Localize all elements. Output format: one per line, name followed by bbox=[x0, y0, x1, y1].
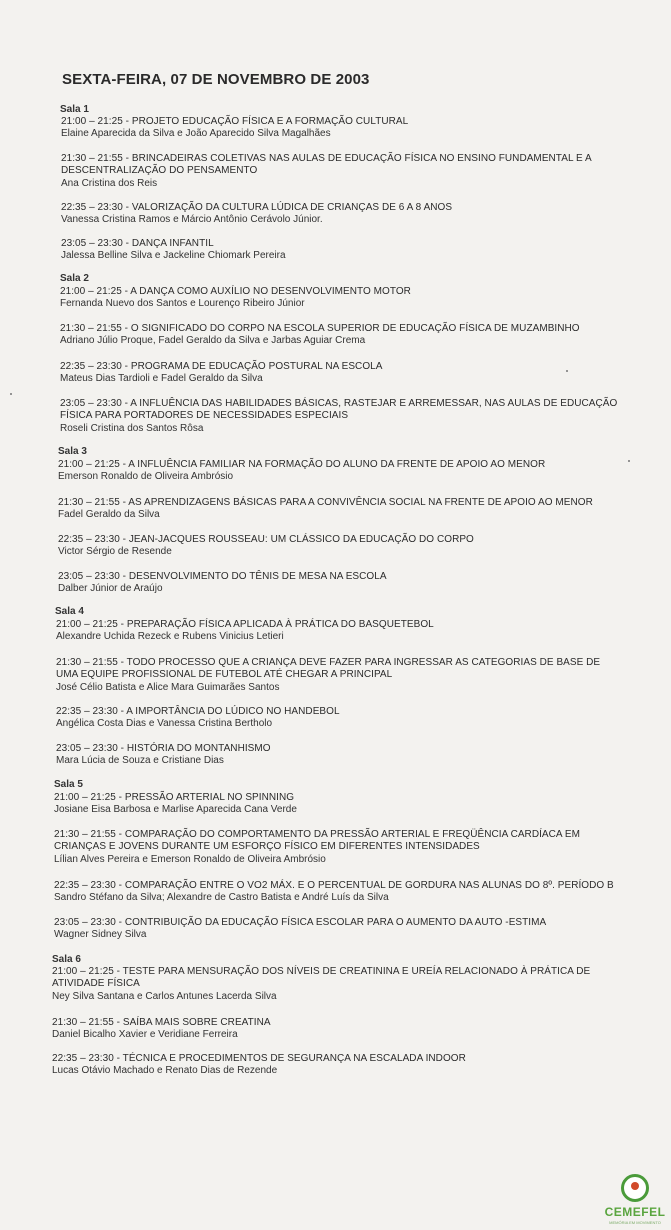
talk-title-line: FÍSICA PARA PORTADORES DE NECESSIDADES ESPECIAIS bbox=[60, 410, 349, 422]
talk-title-line: 21:00 – 21:25 - TESTE PARA MENSURAÇÃO DOS NÍVEIS DE CREATININA E UREÍA RELACIONADO À PRÁTICA DE bbox=[52, 966, 591, 977]
talk-title-line: 22:35 – 23:30 - PROGRAMA DE EDUCAÇÃO POSTURAL NA ESCOLA bbox=[60, 361, 383, 372]
talk-title-line: 23:05 – 23:30 - HISTÓRIA DO MONTANHISMO bbox=[56, 743, 271, 754]
talk-authors: Lílian Alves Pereira e Emerson Ronaldo de Oliveira Ambrósio bbox=[54, 853, 326, 865]
talk-authors: Mara Lúcia de Souza e Cristiane Dias bbox=[56, 755, 224, 767]
talk-authors: Ana Cristina dos Reis bbox=[61, 177, 158, 189]
talk-entry bbox=[52, 966, 590, 1003]
talk-entry bbox=[54, 792, 297, 817]
talk-title-line: UMA EQUIPE PROFISSIONAL DE FUTEBOL ATÉ CHEGAR A PRINCIPAL bbox=[56, 669, 393, 681]
room-label: Sala 5 bbox=[54, 779, 83, 790]
talk-authors: Fernanda Nuevo dos Santos e Lourenço Ribeiro Júnior bbox=[60, 298, 305, 310]
talk-authors: Mateus Dias Tardioli e Fadel Geraldo da Silva bbox=[60, 373, 263, 385]
talk-title-line: 22:35 – 23:30 - A IMPORTÂNCIA DO LÚDICO NO HANDEBOL bbox=[56, 706, 340, 717]
talk-authors: Elaine Aparecida da Silva e João Aparecido Silva Magalhães bbox=[61, 128, 331, 140]
talk-title-line: 21:30 – 21:55 - BRINCADEIRAS COLETIVAS NAS AULAS DE EDUCAÇÃO FÍSICA NO ENSINO FUNDAMENTAL E A bbox=[61, 153, 592, 164]
talk-entry bbox=[56, 619, 434, 644]
talk-title-line: DESCENTRALIZAÇÃO DO PENSAMENTO bbox=[61, 165, 258, 177]
talk-title-line: 21:30 – 21:55 - COMPARAÇÃO DO COMPORTAMENTO DA PRESSÃO ARTERIAL E FREQÜÊNCIA CARDÍACA EM bbox=[54, 829, 581, 840]
talk-entry bbox=[56, 743, 271, 768]
room-label: Sala 2 bbox=[60, 273, 89, 284]
talk-entry bbox=[56, 706, 340, 731]
talk-authors: Lucas Otávio Machado e Renato Dias de Rezende bbox=[52, 1065, 278, 1077]
talk-authors: Wagner Sidney Silva bbox=[54, 929, 147, 941]
talk-title-line: 22:35 – 23:30 - COMPARAÇÃO ENTRE O VO2 MÁX. E O PERCENTUAL DE GORDURA NAS ALUNAS DO 8º. PERÍODO B bbox=[54, 880, 614, 891]
talk-entry bbox=[58, 534, 474, 559]
talk-entry bbox=[54, 917, 546, 942]
talk-title-line: 23:05 – 23:30 - DANÇA INFANTIL bbox=[61, 238, 214, 249]
talk-authors: Vanessa Cristina Ramos e Márcio Antônio Cerávolo Júnior. bbox=[61, 214, 323, 226]
talk-authors: Adriano Júlio Proque, Fadel Geraldo da Silva e Jarbas Aguiar Crema bbox=[60, 335, 366, 347]
talk-title-line: 21:00 – 21:25 - A INFLUÊNCIA FAMILIAR NA FORMAÇÃO DO ALUNO DA FRENTE DE APOIO AO MENOR bbox=[58, 459, 546, 470]
talk-authors: Sandro Stéfano da Silva; Alexandre de Castro Batista e André Luís da Silva bbox=[54, 892, 389, 904]
talk-title-line: 23:05 – 23:30 - CONTRIBUIÇÃO DA EDUCAÇÃO FÍSICA ESCOLAR PARA O AUMENTO DA AUTO -ESTIMA bbox=[54, 917, 547, 928]
room-label: Sala 6 bbox=[52, 954, 81, 965]
talk-title-line: 23:05 – 23:30 - A INFLUÊNCIA DAS HABILIDADES BÁSICAS, RASTEJAR E ARREMESSAR, NAS AULAS DE EDUCAÇÃO bbox=[60, 398, 618, 409]
talk-entry bbox=[58, 497, 593, 522]
room-label: Sala 3 bbox=[58, 446, 87, 457]
talk-title-line: 21:00 – 21:25 - A DANÇA COMO AUXÍLIO NO DESENVOLVIMENTO MOTOR bbox=[60, 286, 411, 297]
talk-title-line: 21:30 – 21:55 - O SIGNIFICADO DO CORPO NA ESCOLA SUPERIOR DE EDUCAÇÃO FÍSICA DE MUZAMBINHO bbox=[60, 323, 580, 334]
cemefel-logo bbox=[604, 1174, 666, 1226]
talk-title-line: 22:35 – 23:30 - TÉCNICA E PROCEDIMENTOS DE SEGURANÇA NA ESCALADA INDOOR bbox=[52, 1053, 466, 1064]
talk-entry bbox=[60, 286, 411, 311]
talk-authors: Jalessa Belline Silva e Jackeline Chiomark Pereira bbox=[61, 250, 286, 262]
talk-authors: Daniel Bicalho Xavier e Veridiane Ferreira bbox=[52, 1029, 238, 1041]
talk-title-line: 21:30 – 21:55 - AS APRENDIZAGENS BÁSICAS PARA A CONVIVÊNCIA SOCIAL NA FRENTE DE APOIO AO MENOR bbox=[58, 497, 593, 508]
scan-speck bbox=[10, 393, 12, 395]
talk-title-line: 22:35 – 23:30 - JEAN-JACQUES ROUSSEAU: UM CLÁSSICO DA EDUCAÇÃO DO CORPO bbox=[58, 534, 474, 545]
talk-title-line: 21:30 – 21:55 - SAÍBA MAIS SOBRE CREATINA bbox=[52, 1017, 271, 1028]
talk-title-line: 21:00 – 21:25 - PREPARAÇÃO FÍSICA APLICADA À PRÁTICA DO BASQUETEBOL bbox=[56, 619, 434, 630]
talk-title-line: 23:05 – 23:30 - DESENVOLVIMENTO DO TÊNIS DE MESA NA ESCOLA bbox=[58, 571, 387, 582]
talk-authors: Josiane Eisa Barbosa e Marlise Aparecida Cana Verde bbox=[54, 804, 297, 816]
talk-entry bbox=[60, 361, 383, 386]
talk-authors: Ney Silva Santana e Carlos Antunes Lacerda Silva bbox=[52, 990, 277, 1002]
talk-title-line: 22:35 – 23:30 - VALORIZAÇÃO DA CULTURA LÚDICA DE CRIANÇAS DE 6 A 8 ANOS bbox=[61, 202, 453, 213]
talk-authors: Emerson Ronaldo de Oliveira Ambrósio bbox=[58, 471, 234, 483]
talk-entry bbox=[54, 880, 614, 905]
talk-authors: Roseli Cristina dos Santos Rôsa bbox=[60, 422, 204, 434]
talk-entry bbox=[61, 202, 452, 227]
talk-entry bbox=[61, 153, 592, 190]
talk-title-line: 21:00 – 21:25 - PROJETO EDUCAÇÃO FÍSICA E A FORMAÇÃO CULTURAL bbox=[61, 116, 409, 127]
talk-authors: Fadel Geraldo da Silva bbox=[58, 509, 160, 521]
talk-entry bbox=[60, 323, 580, 348]
page-title: SEXTA-FEIRA, 07 DE NOVEMBRO DE 2003 bbox=[62, 71, 370, 88]
logo-name: CEMEFEL bbox=[604, 1205, 666, 1219]
talk-entry bbox=[56, 657, 600, 694]
talk-authors: José Célio Batista e Alice Mara Guimarães Santos bbox=[56, 681, 280, 693]
talk-entry bbox=[58, 571, 387, 596]
scan-speck bbox=[628, 460, 630, 462]
talk-entry bbox=[61, 238, 286, 263]
scan-speck bbox=[566, 370, 568, 372]
talk-title-line: ATIVIDADE FÍSICA bbox=[52, 978, 140, 990]
logo-mark-icon bbox=[621, 1174, 649, 1202]
talk-authors: Angélica Costa Dias e Vanessa Cristina Bertholo bbox=[56, 718, 273, 730]
talk-authors: Victor Sérgio de Resende bbox=[58, 546, 172, 558]
room-label: Sala 4 bbox=[55, 606, 84, 617]
room-label: Sala 1 bbox=[60, 104, 89, 115]
talk-entry bbox=[60, 398, 617, 435]
talk-entry bbox=[52, 1017, 271, 1042]
talk-entry bbox=[61, 116, 408, 141]
talk-title-line: 21:00 – 21:25 - PRESSÃO ARTERIAL NO SPINNING bbox=[54, 792, 295, 803]
logo-tagline: MEMÓRIA EM MOVIMENTO bbox=[609, 1220, 661, 1225]
talk-entry bbox=[58, 459, 545, 484]
talk-title-line: CRIANÇAS E JOVENS DURANTE UM ESFORÇO FÍSICO EM DIFERENTES INTENSIDADES bbox=[54, 841, 480, 853]
talk-authors: Dalber Júnior de Araújo bbox=[58, 583, 163, 595]
talk-authors: Alexandre Uchida Rezeck e Rubens Vinicius Letieri bbox=[56, 631, 284, 643]
talk-entry bbox=[52, 1053, 466, 1078]
talk-title-line: 21:30 – 21:55 - TODO PROCESSO QUE A CRIANÇA DEVE FAZER PARA INGRESSAR AS CATEGORIAS DE BASE DE bbox=[56, 657, 601, 668]
talk-entry bbox=[54, 829, 580, 866]
